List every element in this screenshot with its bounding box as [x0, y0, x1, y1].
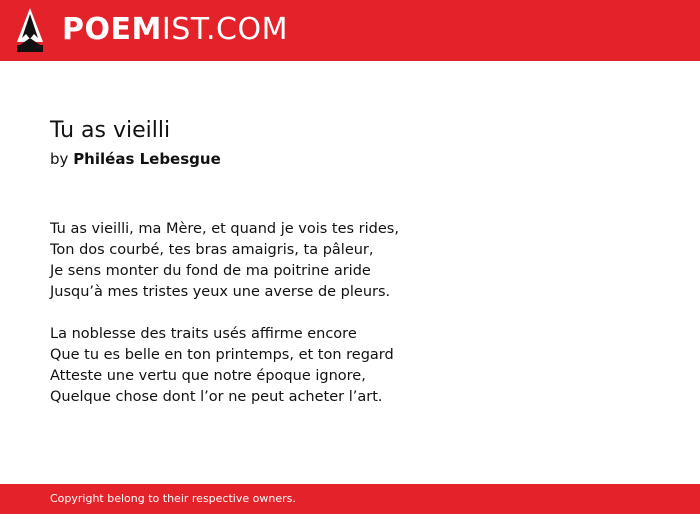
- stanza: [50, 324, 399, 408]
- poem-line: Ton dos courbé, tes bras amaigris, ta pâleur,: [50, 242, 374, 258]
- site-header: [0, 0, 700, 61]
- poem-title: Tu as vieilli: [50, 118, 171, 143]
- poem-line: La noblesse des traits usés affirme encore: [50, 326, 357, 342]
- pencil-icon[interactable]: [17, 8, 43, 52]
- by-label: by: [50, 150, 69, 168]
- poem-line: Quelque chose dont l’or ne peut acheter l’art.: [50, 389, 383, 405]
- site-footer: [0, 484, 700, 514]
- brand-rest: IST.COM: [161, 12, 288, 47]
- poem-line: Je sens monter du fond de ma poitrine aride: [50, 263, 371, 279]
- copyright-text: Copyright belong to their respective owners.: [50, 492, 296, 505]
- poem-byline: [50, 149, 221, 169]
- poem-line: Jusqu’à mes tristes yeux une averse de pleurs.: [50, 284, 391, 300]
- author-name: Philéas Lebesgue: [73, 150, 221, 168]
- poem-line: Atteste une vertu que notre époque ignore,: [50, 368, 366, 384]
- poem-line: Que tu es belle en ton printemps, et ton regard: [50, 347, 394, 363]
- poem-body: [50, 219, 399, 429]
- poem-line: Tu as vieilli, ma Mère, et quand je vois tes rides,: [50, 221, 399, 237]
- brand-bold: POEM: [62, 12, 162, 47]
- stanza: [50, 219, 399, 303]
- site-logo-text[interactable]: [62, 11, 288, 49]
